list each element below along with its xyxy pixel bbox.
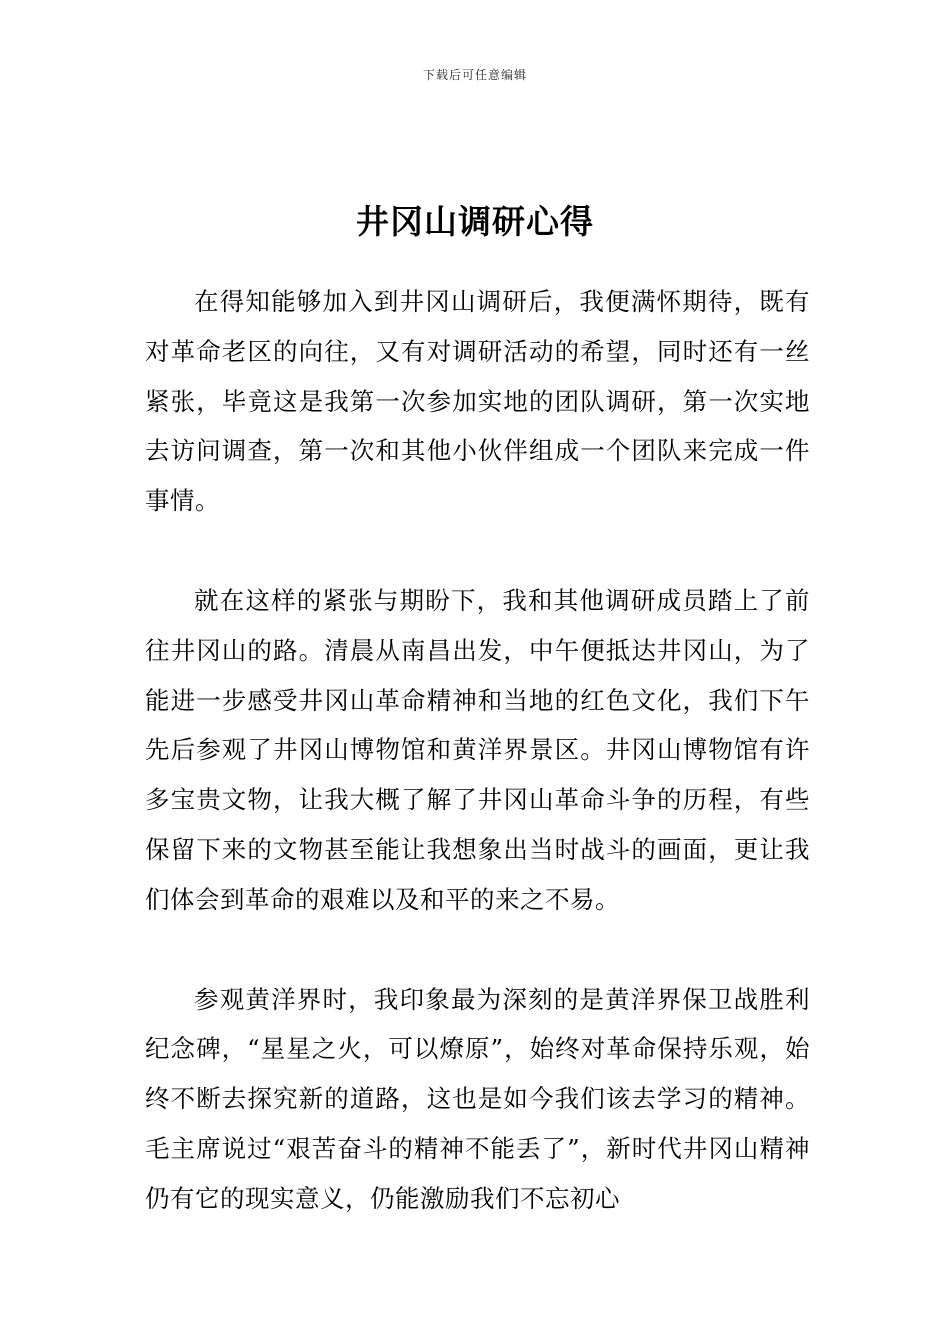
paragraph-1: 在得知能够加入到井冈山调研后，我便满怀期待，既有对革命老区的向往，又有对调研活动的希望，同时还有一丝紧张，毕竟这是我第一次参加实地的团队调研，第一次实地去访问调查，第一次和其他小伙伴组成一个团队来完成一件事情。 [145,287,810,516]
document-body [145,277,810,1224]
paragraph-2: 就在这样的紧张与期盼下，我和其他调研成员踏上了前往井冈山的路。清晨从南昌出发，中午便抵达井冈山，为了能进一步感受井冈山革命精神和当地的红色文化，我们下午先后参观了井冈山博物馆和黄洋界景区。井冈山博物馆有许多宝贵文物，让我大概了解了井冈山革命斗争的历程，有些保留下来的文物甚至能让我想象出当时战斗的画面，更让我们体会到革命的艰难以及和平的来之不易。 [145,585,810,914]
header-note: 下载后可任意编辑 [422,68,527,82]
paragraph-3: 参观黄洋界时，我印象最为深刻的是黄洋界保卫战胜利纪念碑，“星星之火，可以燎原”，始终对革命保持乐观，始终不断去探究新的道路，这也是如今我们该去学习的精神。毛主席说过“艰苦奋斗的精神不能丢了”，新时代井冈山精神仍有它的现实意义，仍能激励我们不忘初心 [145,984,810,1213]
document-title: 井冈山调研心得 [356,202,594,242]
